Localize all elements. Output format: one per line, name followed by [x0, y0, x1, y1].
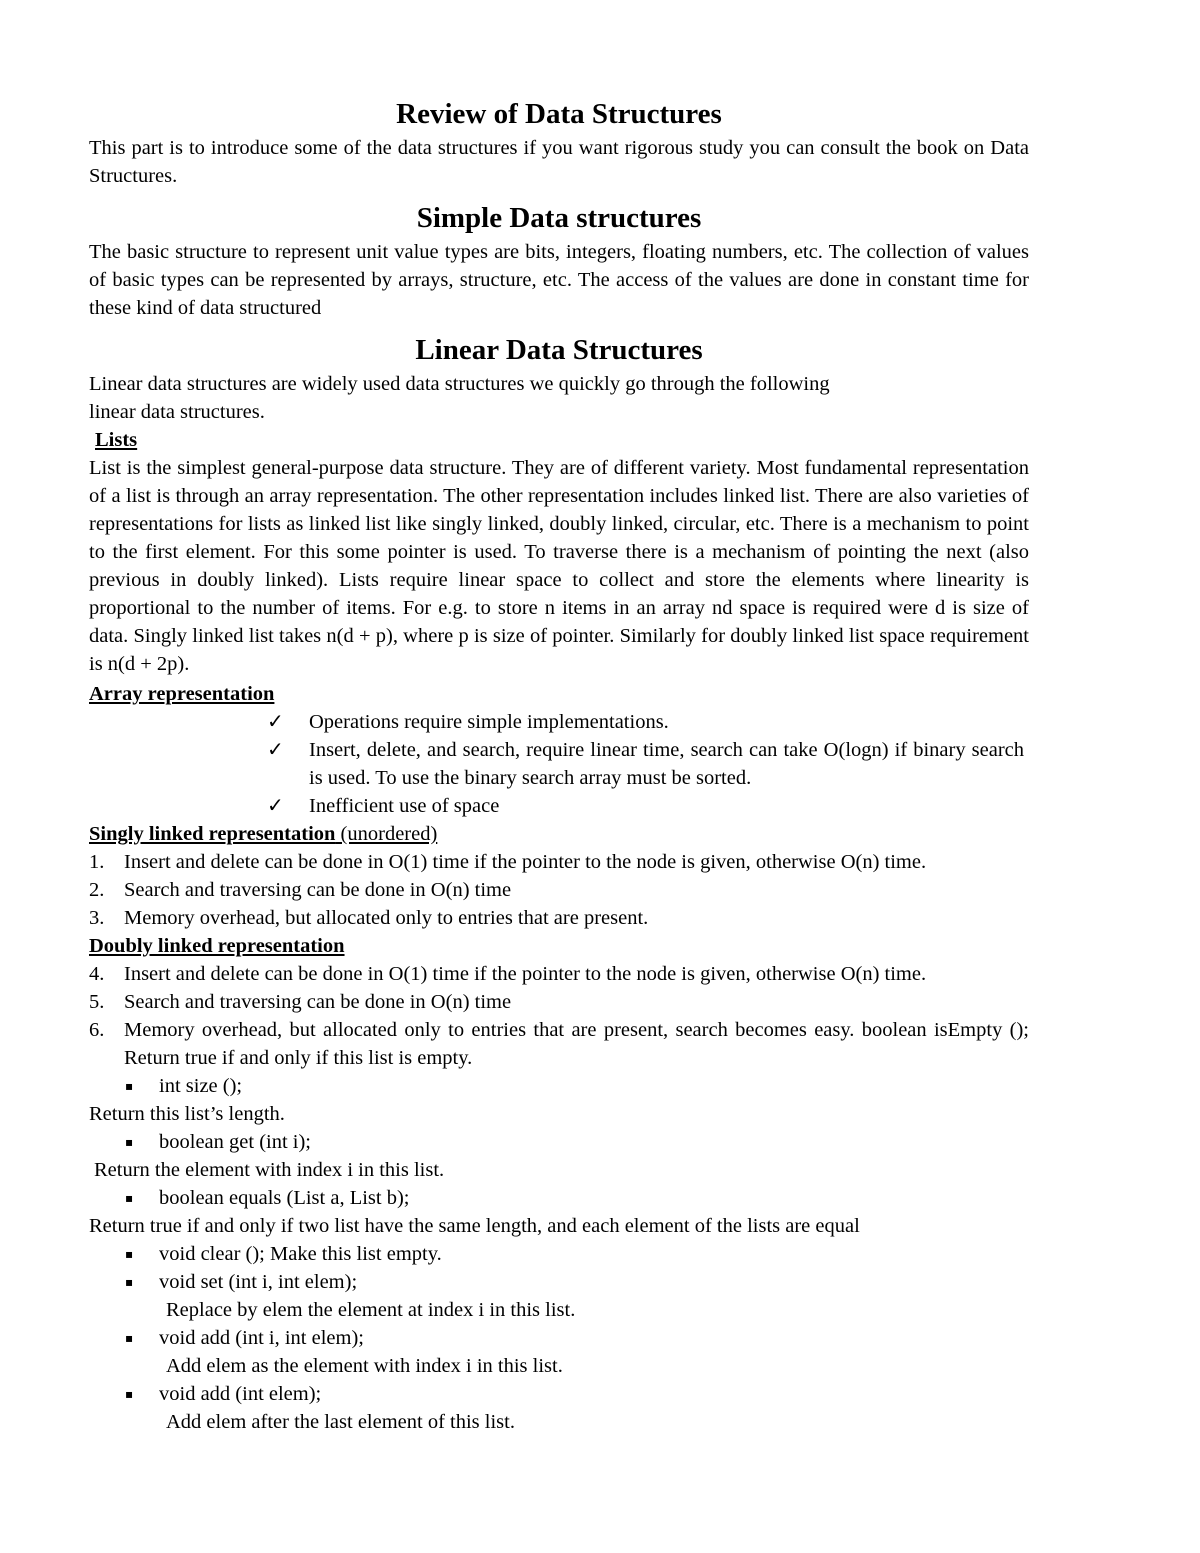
array-heading: Array representation	[89, 683, 275, 705]
ops-add-i-list	[89, 1324, 1029, 1352]
simple-heading: Simple Data structures	[416, 202, 702, 234]
intro-paragraph: This part is to introduce some of the data structures if you want rigorous study you can consult the book on Data Structures.	[89, 137, 1029, 187]
list-item: 6. Memory overhead, but allocated only to entries that are present, search becomes easy. boolean isEmpty (); Return true if and only if this list is empty.	[89, 1019, 1029, 1069]
list-item: ▪ void add (int elem);	[89, 1380, 1029, 1408]
ops-add-list	[89, 1380, 1029, 1408]
singly-list	[89, 848, 1029, 932]
list-item: ▪ void add (int i, int elem);	[89, 1324, 1029, 1352]
list-item: 3. Memory overhead, but allocated only to entries that are present.	[89, 907, 649, 929]
bullet-icon: ▪	[125, 1191, 134, 1205]
array-check-list	[89, 708, 1029, 820]
ops-get-list	[89, 1128, 1029, 1156]
list-item: ▪ void set (int i, int elem);	[89, 1268, 1029, 1296]
bullet-icon: ▪	[125, 1079, 134, 1093]
simple-paragraph: The basic structure to represent unit value types are bits, integers, floating numbers, etc. The collection of values of basic types can be represented by arrays, structure, etc. The access of the values are done in constant time for these kind of data structured	[89, 241, 1029, 319]
page-title: Review of Data Structures	[396, 98, 722, 130]
list-item: ▪ void clear (); Make this list empty.	[89, 1240, 1029, 1268]
list-item: ▪ boolean get (int i);	[89, 1128, 1029, 1156]
bullet-icon: ▪	[125, 1331, 134, 1345]
list-item: ✓ Inefficient use of space	[267, 793, 500, 817]
bullet-icon: ▪	[125, 1275, 134, 1289]
check-icon: ✓	[267, 793, 284, 817]
linear-heading: Linear Data Structures	[415, 334, 703, 366]
list-item: ✓ Insert, delete, and search, require linear time, search can take O(logn) if binary search is used. To use the binary search array must be sorted.	[267, 737, 1024, 789]
list-item: ✓ Operations require simple implementations.	[267, 709, 669, 733]
list-item: 2. Search and traversing can be done in O(n) time	[89, 879, 512, 901]
ops-more-list	[89, 1240, 1029, 1296]
add-i-description: Add elem as the element with index i in this list.	[166, 1355, 563, 1377]
list-item: 1. Insert and delete can be done in O(1) time if the pointer to the node is given, otherwise O(n) time.	[89, 851, 927, 873]
lists-heading: Lists	[95, 429, 138, 451]
linear-intro-line1: Linear data structures are widely used data structures we quickly go through the following	[89, 373, 830, 395]
check-icon: ✓	[267, 737, 284, 761]
singly-heading: Singly linked representation (unordered)	[89, 823, 438, 845]
list-item: ▪ int size ();	[89, 1072, 1029, 1100]
lists-paragraph: List is the simplest general-purpose data structure. They are of different variety. Most fundamental representation of a list is through an array representation. The other representation includes linked list. There are also varieties of representations for lists as linked list like singly linked, doubly linked, circular, etc. There is a mechanism to point to the first element. For this some pointer is used. To traverse there is a mechanism of pointing the next (also previous in doubly linked). Lists require linear space to collect and store the elements where linearity is proportional to the number of items. For e.g. to store n items in an array nd space is required were d is size of data. Singly linked list takes n(d + p), where p is size of pointer. Similarly for doubly linked list space requirement is n(d + 2p).	[89, 457, 1029, 675]
list-item: 5. Search and traversing can be done in O(n) time	[89, 991, 512, 1013]
set-description: Replace by elem the element at index i in this list.	[166, 1299, 576, 1321]
bullet-icon: ▪	[125, 1247, 134, 1261]
ops-size-list	[89, 1072, 1029, 1100]
add-description: Add elem after the last element of this list.	[166, 1411, 515, 1433]
check-icon: ✓	[267, 709, 284, 733]
bullet-icon: ▪	[125, 1135, 134, 1149]
doubly-list	[89, 960, 1029, 1072]
doubly-heading: Doubly linked representation	[89, 935, 345, 957]
linear-intro-line2: linear data structures.	[89, 401, 265, 423]
ops-equals-list	[89, 1184, 1029, 1212]
size-description: Return this list’s length.	[89, 1103, 285, 1125]
document-page	[89, 94, 1029, 1436]
get-description: Return the element with index i in this list.	[94, 1159, 445, 1181]
list-item: ▪ boolean equals (List a, List b);	[89, 1184, 1029, 1212]
list-item: 4. Insert and delete can be done in O(1) time if the pointer to the node is given, otherwise O(n) time.	[89, 963, 927, 985]
equals-description: Return true if and only if two list have the same length, and each element of the lists are equal	[89, 1215, 860, 1237]
bullet-icon: ▪	[125, 1387, 134, 1401]
